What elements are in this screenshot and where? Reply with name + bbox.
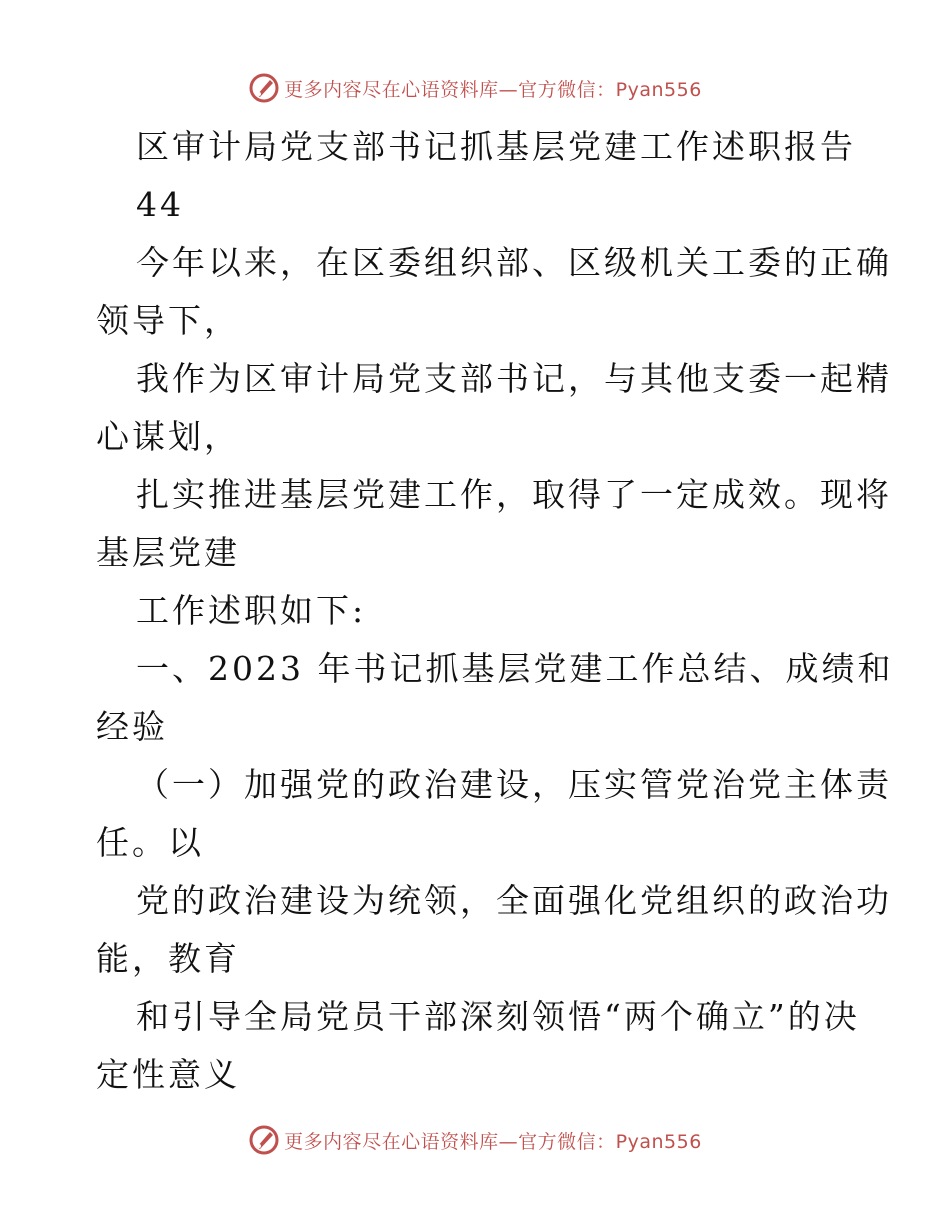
doc-line: 基层党建 — [96, 533, 240, 572]
watermark-text: 更多内容尽在心语资料库—官方微信：Pyan556 — [284, 78, 702, 101]
doc-line: 我作为区审计局党支部书记，与其他支委一起精 — [136, 359, 892, 398]
document-body — [96, 118, 894, 1104]
doc-line: 44 — [136, 185, 184, 224]
doc-line: 领导下， — [96, 301, 240, 340]
doc-line: 定性意义 — [96, 1055, 240, 1094]
section-heading: 一、2023 年书记抓基层党建工作总结、成绩和 — [136, 649, 894, 688]
doc-line: 经验 — [96, 707, 168, 746]
quill-logo-icon — [248, 1124, 280, 1156]
quill-logo-icon — [248, 72, 280, 104]
doc-line: 党的政治建设为统领，全面强化党组织的政治功 — [136, 881, 892, 920]
doc-line: 心谋划， — [96, 417, 240, 456]
doc-line: 和引导全局党员干部深刻领悟“两个确立”的决 — [136, 997, 860, 1036]
doc-line: 工作述职如下: — [136, 591, 367, 630]
doc-line: 能，教育 — [96, 939, 240, 978]
doc-line: 扎实推进基层党建工作，取得了一定成效。现将 — [136, 475, 892, 514]
header-watermark — [0, 70, 950, 106]
watermark-text: 更多内容尽在心语资料库—官方微信：Pyan556 — [284, 1130, 702, 1153]
doc-line: 今年以来，在区委组织部、区级机关工委的正确 — [136, 243, 892, 282]
subsection-heading: （一）加强党的政治建设，压实管党治党主体责 — [136, 765, 892, 804]
footer-watermark — [0, 1122, 950, 1158]
doc-line: 任。以 — [96, 823, 204, 862]
doc-title: 区审计局党支部书记抓基层党建工作述职报告 — [136, 127, 856, 166]
